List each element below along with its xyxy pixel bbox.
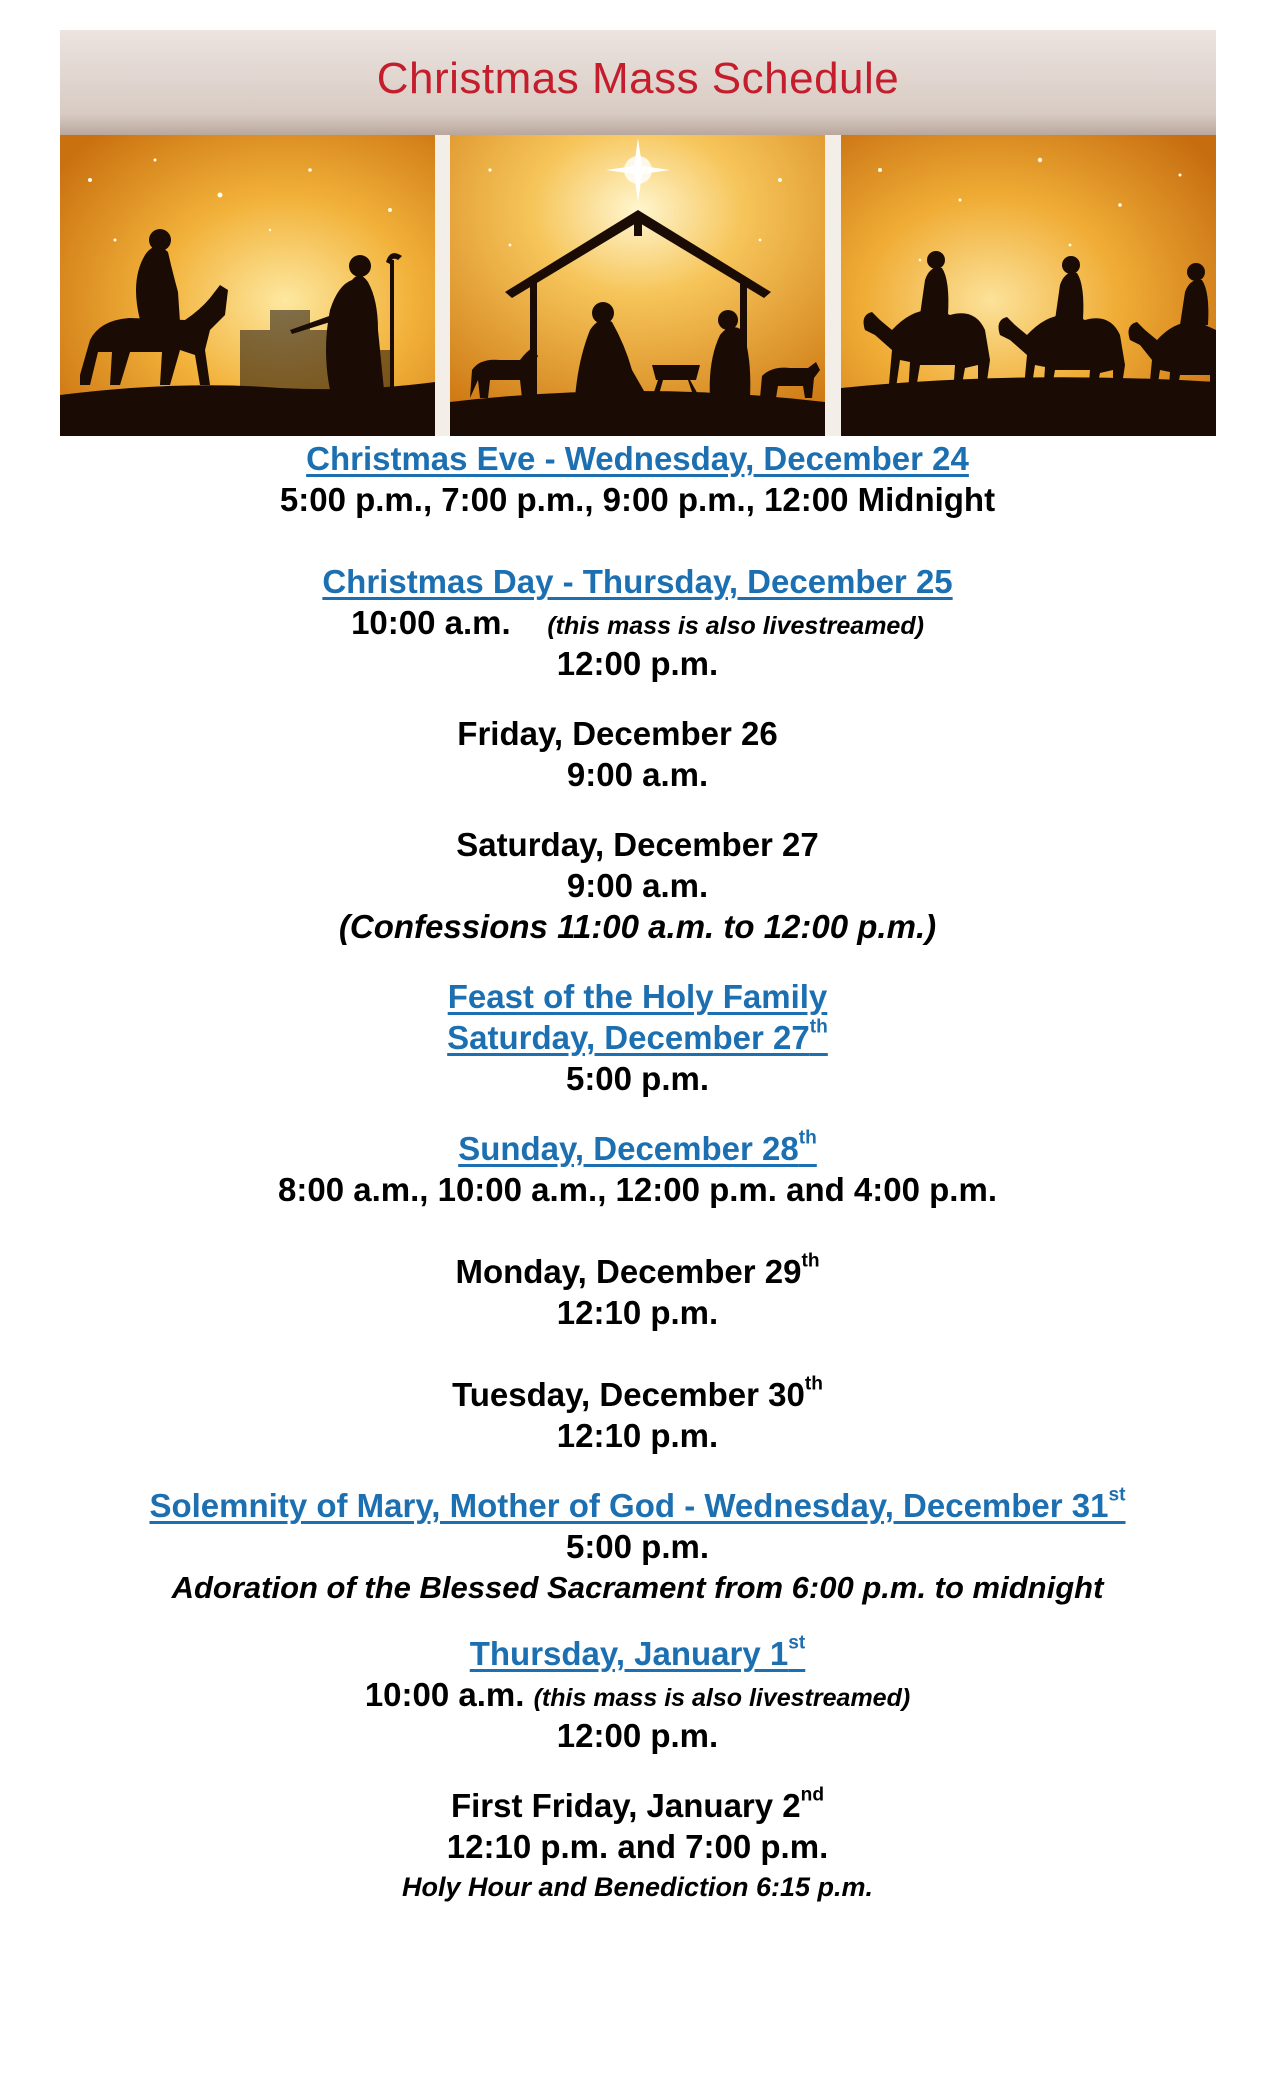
- spacer: [0, 795, 1275, 824]
- livestream-note: (this mass is also livestreamed): [533, 1684, 911, 1712]
- jan-1-time-2: 12:00 p.m.: [556, 1717, 719, 1754]
- christmas-eve-times: 5:00 p.m., 7:00 p.m., 9:00 p.m., 12:00 Midnight: [279, 481, 996, 518]
- spacer: [0, 1608, 1275, 1633]
- sunday-dec-28-header: Sunday, December 28th: [458, 1127, 817, 1167]
- jan-1-header: Thursday, January 1st: [469, 1632, 806, 1672]
- confessions-note: (Confessions 11:00 a.m. to 12:00 p.m.): [338, 908, 937, 945]
- spacer: [0, 1756, 1275, 1785]
- sunday-dec-28-times: 8:00 a.m., 10:00 a.m., 12:00 p.m. and 4:00 p.m.: [278, 1171, 997, 1208]
- holy-hour-note: Holy Hour and Benediction 6:15 p.m.: [401, 1872, 874, 1902]
- christmas-day-time-2: 12:00 p.m.: [556, 645, 719, 682]
- solemnity-header: Solemnity of Mary, Mother of God - Wednesday, December 31st: [149, 1484, 1126, 1524]
- saturday-dec-27-label: Saturday, December 27: [456, 826, 819, 863]
- jan-2-label: First Friday, January 2nd: [450, 1784, 825, 1824]
- spacer: [0, 520, 1275, 561]
- monday-dec-29-label: Monday, December 29th: [455, 1250, 820, 1290]
- spacer: [0, 947, 1275, 976]
- jan-2-times: 12:10 p.m. and 7:00 p.m.: [446, 1828, 829, 1865]
- spacer: [0, 1099, 1275, 1128]
- friday-dec-26-label: Friday, December 26: [457, 715, 778, 752]
- banner-title: Christmas Mass Schedule: [376, 54, 900, 103]
- banner-title-bar: [60, 30, 1216, 135]
- mass-schedule: [0, 438, 1275, 1908]
- tuesday-dec-30-time: 12:10 p.m.: [556, 1417, 719, 1454]
- christmas-banner: [60, 30, 1216, 436]
- livestream-note: (this mass is also livestreamed): [547, 612, 924, 640]
- spacer: [0, 684, 1275, 713]
- christmas-eve-header: Christmas Eve - Wednesday, December 24: [306, 440, 969, 477]
- saturday-dec-27-time: 9:00 a.m.: [566, 867, 709, 904]
- adoration-note: Adoration of the Blessed Sacrament from 6:00 p.m. to midnight: [171, 1570, 1104, 1605]
- spacer: [0, 1333, 1275, 1374]
- spacer: [0, 1210, 1275, 1251]
- jan-1-time-1: 10:00 a.m. (this mass is also livestreamed): [364, 1676, 911, 1713]
- holy-family-time: 5:00 p.m.: [565, 1060, 710, 1097]
- holy-family-header: Feast of the Holy Family: [447, 978, 828, 1015]
- monday-dec-29-time: 12:10 p.m.: [556, 1294, 719, 1331]
- solemnity-time: 5:00 p.m.: [565, 1528, 710, 1565]
- christmas-day-header: Christmas Day - Thursday, December 25: [322, 563, 953, 600]
- holy-family-date: Saturday, December 27th: [447, 1016, 828, 1056]
- friday-dec-26-time: 9:00 a.m.: [566, 756, 709, 793]
- christmas-day-time-1: 10:00 a.m. (this mass is also livestreamed): [351, 604, 924, 641]
- spacer: [0, 1456, 1275, 1485]
- tuesday-dec-30-label: Tuesday, December 30th: [452, 1373, 823, 1413]
